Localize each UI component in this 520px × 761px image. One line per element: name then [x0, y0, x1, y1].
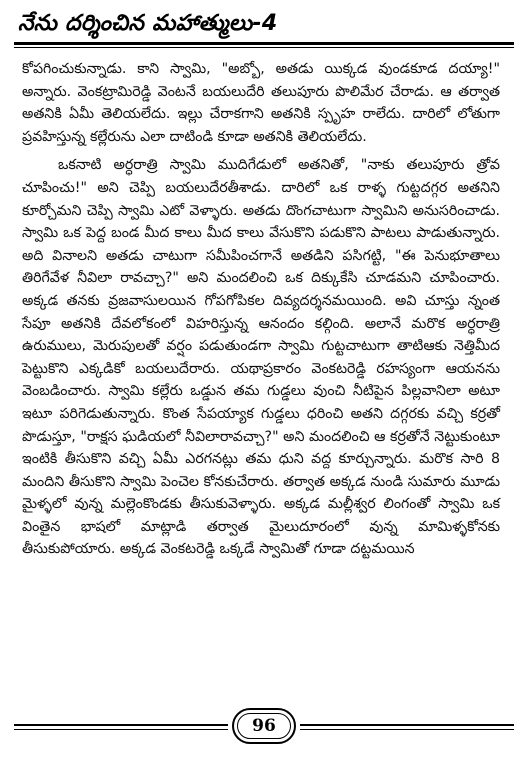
page-footer [14, 704, 514, 750]
footer-rule-right [300, 724, 514, 726]
header-title: నేను దర్శించిన మహాత్ములు-4 [18, 11, 278, 36]
footer-rule-left [14, 724, 228, 726]
paragraph-text: ఒకనాటి అర్ధరాత్రి స్వామి ముదిగేడులో అతనితో, "నాకు తలుపూరు త్రోవ చూపించు!" అని చెప్పి బయలుదేరతీశాడు. దారిలో ఒక రాళ్ళ గుట్టదగ్గర అతనిని కూర్చోమని చెప్పి స్వామి ఎటో వెళ్ళారు. అతడు దొంగచాటుగా స్వామిని అనుసరించాడు. స్వామి ఒక పెద్ద బండ మీద కాలు మీద కాలు వేసుకొని పడుకొని పాటలు పాడుతున్నారు. అది వినాలని అతడు చాటుగా సమీపించగానే అతడిని పసిగట్టి, "ఈ పెనుభూతాలు తిరిగేవేళ నీవిలా రావచ్చా?" అని మందలించి ఒక దిక్కుకేసి చూడమని చూపించారు. అక్కడ తనకు వ్రజవాసులయిన గోపగోపికల దివ్యదర్శనమయింది. అవి చూస్తు న్నంత సేపూ అతనికి దేవలోకంలో విహరిస్తున్న ఆనందం కల్గింది. అలానే మరొక అర్ధరాత్రి ఉరుములు, మెరుపులతో వర్షం పడుతుండగా స్వామి గుట్టచాటుగా తాటిఆకు నెత్తిమీద పెట్టుకొని ఎక్కడికో బయలుదేరారు. యథాప్రకారం వెంకటరెడ్డి రహస్యంగా ఆయనను వెంబడించారు. స్వామి కల్లేరు ఒడ్డున తమ గుడ్డలు వుంచి నీటిపైన పిల్లవానిలా అటూ ఇటూ పరిగెడుతున్నారు. కొంత సేపయ్యాక గుడ్డలు ధరించి అతని దగ్గరకు వచ్చి కర్రతో పొడుస్తూ, "రాక్షస ఘడియలో నీవిలారావచ్చా?" అని మందలించి ఆ కర్రతోనే నెట్టుకుంటూ ఇంటికి తీసుకొని వచ్చి ఏమీ ఎరగనట్లు తమ ధుని వద్ద కూర్చున్నారు. మరొక సారి 8 మందిని తీసుకొని స్వామి పెంచెల కోనకుచేరారు. తర్వాత అక్కడ నుండి సుమారు మూడు మైళ్ళలో వున్న మల్లెంకొండకు తీసుకువెళ్ళారు. అక్కడ మల్లీశ్వర లింగంతో స్వామి ఒక వింతైన భాషలో మాట్లాడి తర్వాత మైలుదూరంలో వున్న మామిళ్ళకోనకు తీసుకుపోయారు. అక్కడ వెంకటరెడ్డి ఒక్కడే స్వామితో గూడా దట్టమయిన [22, 157, 500, 558]
footer-rule-right-thin [300, 729, 514, 730]
header-rule-thin [14, 47, 514, 48]
paragraph-text: కోపగించుకున్నాడు. కాని స్వామి, "అబ్బో, అతడు యిక్కడ వుండకూడ దయ్యా!" అన్నారు. వెంకట్రామిరెడ్డి వెంటనే బయలుదేరి తలుపూరు పొలిమేర చేరాడు. ఆ తర్వాత అతనికి ఏమీ తెలియలేదు. ఇల్లు చేరాకగాని అతనికి స్పృహ రాలేదు. దారిలో లోతుగా ప్రవహిస్తున్న కల్లేరును ఎలా దాటిండి కూడా అతనికి తెలియలేదు. [22, 61, 500, 145]
header-rule [14, 42, 514, 45]
paragraph [22, 58, 500, 148]
running-header [14, 8, 514, 46]
paragraph [22, 154, 500, 561]
footer-rule-left-thin [14, 729, 228, 730]
page-number-badge [232, 708, 296, 744]
body-text [22, 58, 500, 561]
page-number: 96 [252, 716, 276, 736]
